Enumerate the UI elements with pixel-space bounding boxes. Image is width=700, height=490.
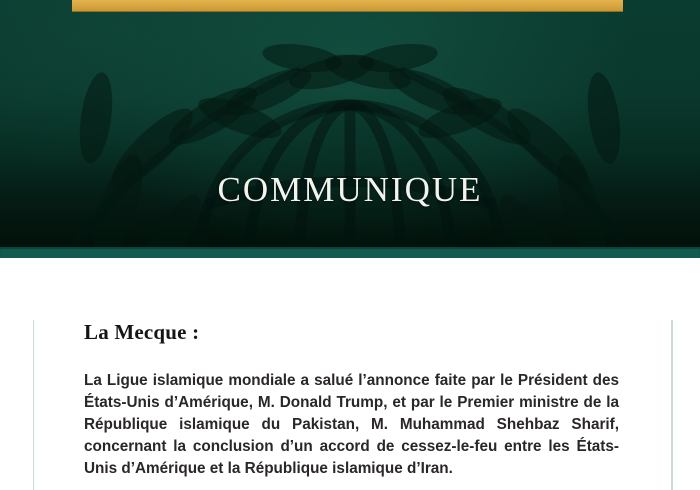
- document-body: [0, 320, 700, 490]
- dateline-heading: La Mecque :: [84, 320, 200, 344]
- communique-title: COMMUNIQUE: [217, 170, 483, 209]
- right-page-edge-line: [671, 320, 673, 490]
- gold-accent-bar: [72, 0, 623, 12]
- body-paragraph: La Ligue islamique mondiale a salué l’annonce faite par le Président des États-Unis d’Amérique, M. Donald Trump, et par le Premier ministre de la République islamique du Pakistan, M. Muhammad Shehbaz Sharif, concernant la conclusion d’un accord de cessez-le-feu entre les États-Unis d’Amérique et la République islamique d’Iran.: [84, 372, 619, 477]
- teal-divider: [0, 247, 700, 258]
- left-page-edge-line: [33, 320, 34, 490]
